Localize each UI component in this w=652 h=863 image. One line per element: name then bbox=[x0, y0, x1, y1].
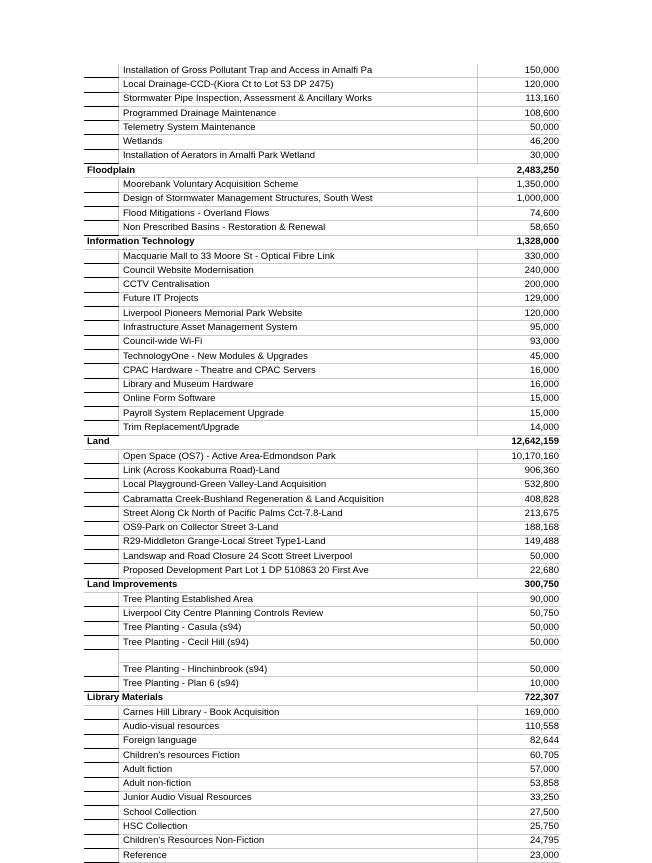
line-item-name: Local Playground-Green Valley-Land Acquisition bbox=[119, 478, 478, 492]
indent-cell bbox=[84, 364, 119, 378]
line-item-amount: 1,000,000 bbox=[478, 192, 562, 206]
indent-cell bbox=[84, 849, 119, 863]
line-item-name: Link (Across Kookaburra Road)-Land bbox=[119, 464, 478, 478]
line-item-amount: 22,680 bbox=[478, 564, 562, 578]
line-item-row bbox=[84, 592, 561, 606]
indent-cell bbox=[84, 820, 119, 834]
indent-cell bbox=[84, 791, 119, 805]
line-item-amount: 150,000 bbox=[478, 64, 562, 78]
indent-cell bbox=[84, 349, 119, 363]
line-item-amount: 33,250 bbox=[478, 791, 562, 805]
line-item-amount: 10,000 bbox=[478, 677, 562, 691]
line-item-row bbox=[84, 407, 561, 421]
line-item-name: Council-wide Wi-Fi bbox=[119, 335, 478, 349]
line-item-name: School Collection bbox=[119, 806, 478, 820]
line-item-amount: 149,488 bbox=[478, 535, 562, 549]
line-item-row bbox=[84, 421, 561, 435]
line-item-amount: 120,000 bbox=[478, 78, 562, 92]
line-item-amount: 200,000 bbox=[478, 278, 562, 292]
line-item-amount: 45,000 bbox=[478, 349, 562, 363]
line-item-row bbox=[84, 849, 561, 863]
indent-cell bbox=[84, 621, 119, 635]
line-item-name: CPAC Hardware - Theatre and CPAC Servers bbox=[119, 364, 478, 378]
indent-cell bbox=[84, 564, 119, 578]
line-item-row bbox=[84, 521, 561, 535]
indent-cell bbox=[84, 763, 119, 777]
indent-cell bbox=[84, 407, 119, 421]
budget-table-body bbox=[84, 64, 561, 863]
line-item-name: Audio-visual resources bbox=[119, 720, 478, 734]
indent-cell bbox=[84, 677, 119, 691]
spacer-row bbox=[84, 650, 561, 663]
line-item-row bbox=[84, 464, 561, 478]
line-item-amount: 408,828 bbox=[478, 492, 562, 506]
indent-cell bbox=[84, 521, 119, 535]
indent-cell bbox=[84, 92, 119, 106]
line-item-row bbox=[84, 677, 561, 691]
line-item-row bbox=[84, 706, 561, 720]
line-item-name: Foreign language bbox=[119, 734, 478, 748]
indent-cell bbox=[84, 249, 119, 263]
line-item-row bbox=[84, 748, 561, 762]
line-item-amount: 1,350,000 bbox=[478, 178, 562, 192]
line-item-amount bbox=[478, 650, 562, 663]
line-item-row bbox=[84, 507, 561, 521]
line-item-amount: 129,000 bbox=[478, 292, 562, 306]
line-item-amount: 50,000 bbox=[478, 663, 562, 677]
line-item-name: Macquarie Mall to 33 Moore St - Optical Fibre Link bbox=[119, 249, 478, 263]
line-item-amount: 30,000 bbox=[478, 149, 562, 163]
line-item-row bbox=[84, 307, 561, 321]
line-item-name: Online Form Software bbox=[119, 392, 478, 406]
line-item-row bbox=[84, 392, 561, 406]
line-item-amount: 93,000 bbox=[478, 335, 562, 349]
line-item-name: Liverpool City Centre Planning Controls Review bbox=[119, 607, 478, 621]
line-item-amount: 60,705 bbox=[478, 748, 562, 762]
line-item-row bbox=[84, 607, 561, 621]
indent-cell bbox=[84, 106, 119, 120]
line-item-row bbox=[84, 92, 561, 106]
indent-cell bbox=[84, 607, 119, 621]
line-item-row bbox=[84, 820, 561, 834]
line-item-amount: 188,168 bbox=[478, 521, 562, 535]
indent-cell bbox=[84, 392, 119, 406]
indent-cell bbox=[84, 720, 119, 734]
indent-cell bbox=[84, 78, 119, 92]
category-total: 12,642,159 bbox=[478, 435, 562, 449]
category-row bbox=[84, 164, 561, 178]
indent-cell bbox=[84, 307, 119, 321]
line-item-amount: 74,600 bbox=[478, 206, 562, 220]
line-item-row bbox=[84, 806, 561, 820]
line-item-amount: 23,000 bbox=[478, 849, 562, 863]
line-item-amount: 16,000 bbox=[478, 378, 562, 392]
line-item-amount: 15,000 bbox=[478, 407, 562, 421]
line-item-row bbox=[84, 777, 561, 791]
line-item-row bbox=[84, 734, 561, 748]
indent-cell bbox=[84, 278, 119, 292]
indent-cell bbox=[84, 378, 119, 392]
indent-cell bbox=[84, 178, 119, 192]
line-item-name: Tree Planting - Cecil Hill (s94) bbox=[119, 635, 478, 649]
line-item-row bbox=[84, 535, 561, 549]
line-item-amount: 169,000 bbox=[478, 706, 562, 720]
indent-cell bbox=[84, 264, 119, 278]
indent-cell bbox=[84, 663, 119, 677]
line-item-name: Junior Audio Visual Resources bbox=[119, 791, 478, 805]
line-item-amount: 906,360 bbox=[478, 464, 562, 478]
line-item-name: Non Prescribed Basins - Restoration & Renewal bbox=[119, 221, 478, 235]
line-item-name: Library and Museum Hardware bbox=[119, 378, 478, 392]
indent-cell bbox=[84, 777, 119, 791]
line-item-amount: 330,000 bbox=[478, 249, 562, 263]
line-item-amount: 50,000 bbox=[478, 621, 562, 635]
indent-cell bbox=[84, 806, 119, 820]
line-item-name: Tree Planting Established Area bbox=[119, 592, 478, 606]
indent-cell bbox=[84, 650, 119, 663]
line-item-amount: 58,650 bbox=[478, 221, 562, 235]
line-item-name: Tree Planting - Casula (s94) bbox=[119, 621, 478, 635]
line-item-row bbox=[84, 564, 561, 578]
line-item-name: R29-Middleton Grange-Local Street Type1-Land bbox=[119, 535, 478, 549]
category-total: 1,328,000 bbox=[478, 235, 562, 249]
line-item-row bbox=[84, 492, 561, 506]
line-item-name: Design of Stormwater Management Structures, South West bbox=[119, 192, 478, 206]
line-item-name: Installation of Gross Pollutant Trap and Access in Amalfi Pa bbox=[119, 64, 478, 78]
line-item-name: Wetlands bbox=[119, 135, 478, 149]
indent-cell bbox=[84, 192, 119, 206]
line-item-name: Tree Planting - Hinchinbrook (s94) bbox=[119, 663, 478, 677]
indent-cell bbox=[84, 635, 119, 649]
line-item-name: Children's resources Fiction bbox=[119, 748, 478, 762]
indent-cell bbox=[84, 748, 119, 762]
line-item-row bbox=[84, 135, 561, 149]
budget-table bbox=[84, 64, 561, 863]
line-item-name: Installation of Aerators in Amalfi Park Wetland bbox=[119, 149, 478, 163]
line-item-row bbox=[84, 64, 561, 78]
indent-cell bbox=[84, 507, 119, 521]
line-item-amount: 90,000 bbox=[478, 592, 562, 606]
indent-cell bbox=[84, 734, 119, 748]
line-item-amount: 16,000 bbox=[478, 364, 562, 378]
category-total: 2,483,250 bbox=[478, 164, 562, 178]
line-item-name: Liverpool Pioneers Memorial Park Website bbox=[119, 307, 478, 321]
line-item-row bbox=[84, 635, 561, 649]
indent-cell bbox=[84, 550, 119, 564]
line-item-name: Telemetry System Maintenance bbox=[119, 121, 478, 135]
line-item-name: Programmed Drainage Maintenance bbox=[119, 106, 478, 120]
line-item-row bbox=[84, 478, 561, 492]
line-item-amount: 82,644 bbox=[478, 734, 562, 748]
line-item-name: Reference bbox=[119, 849, 478, 863]
line-item-row bbox=[84, 321, 561, 335]
indent-cell bbox=[84, 706, 119, 720]
category-name: Information Technology bbox=[84, 235, 478, 249]
line-item-amount: 10,170,160 bbox=[478, 450, 562, 464]
line-item-row bbox=[84, 720, 561, 734]
line-item-name: Cabramatta Creek-Bushland Regeneration & Land Acquisition bbox=[119, 492, 478, 506]
indent-cell bbox=[84, 121, 119, 135]
category-name: Library Materials bbox=[84, 691, 478, 705]
indent-cell bbox=[84, 292, 119, 306]
line-item-amount: 14,000 bbox=[478, 421, 562, 435]
line-item-name bbox=[119, 650, 478, 663]
line-item-row bbox=[84, 206, 561, 220]
line-item-amount: 108,600 bbox=[478, 106, 562, 120]
line-item-row bbox=[84, 450, 561, 464]
line-item-name: Local Drainage-CCD-(Kiora Ct to Lot 53 DP 2475) bbox=[119, 78, 478, 92]
line-item-amount: 57,000 bbox=[478, 763, 562, 777]
line-item-row bbox=[84, 791, 561, 805]
line-item-name: Children's Resources Non-Fiction bbox=[119, 834, 478, 848]
line-item-name: Stormwater Pipe Inspection, Assessment & Ancillary Works bbox=[119, 92, 478, 106]
line-item-name: Moorebank Voluntary Acquisition Scheme bbox=[119, 178, 478, 192]
line-item-row bbox=[84, 178, 561, 192]
indent-cell bbox=[84, 335, 119, 349]
line-item-name: Landswap and Road Closure 24 Scott Street Liverpool bbox=[119, 550, 478, 564]
line-item-row bbox=[84, 121, 561, 135]
line-item-name: Open Space (OS7) - Active Area-Edmondson Park bbox=[119, 450, 478, 464]
line-item-amount: 50,000 bbox=[478, 121, 562, 135]
line-item-name: Street Along Ck North of Pacific Palms Cct-7.8-Land bbox=[119, 507, 478, 521]
line-item-row bbox=[84, 378, 561, 392]
line-item-name: Infrastructure Asset Management System bbox=[119, 321, 478, 335]
line-item-amount: 213,675 bbox=[478, 507, 562, 521]
line-item-row bbox=[84, 192, 561, 206]
line-item-amount: 50,000 bbox=[478, 635, 562, 649]
line-item-amount: 113,160 bbox=[478, 92, 562, 106]
line-item-row bbox=[84, 106, 561, 120]
indent-cell bbox=[84, 321, 119, 335]
line-item-amount: 532,800 bbox=[478, 478, 562, 492]
line-item-row bbox=[84, 221, 561, 235]
line-item-name: Flood Mitigations - Overland Flows bbox=[119, 206, 478, 220]
line-item-row bbox=[84, 292, 561, 306]
line-item-row bbox=[84, 663, 561, 677]
line-item-row bbox=[84, 264, 561, 278]
line-item-name: HSC Collection bbox=[119, 820, 478, 834]
line-item-amount: 53,858 bbox=[478, 777, 562, 791]
indent-cell bbox=[84, 592, 119, 606]
line-item-name: OS9-Park on Collector Street 3-Land bbox=[119, 521, 478, 535]
line-item-amount: 15,000 bbox=[478, 392, 562, 406]
category-row bbox=[84, 691, 561, 705]
indent-cell bbox=[84, 464, 119, 478]
category-row bbox=[84, 235, 561, 249]
line-item-amount: 24,795 bbox=[478, 834, 562, 848]
line-item-row bbox=[84, 763, 561, 777]
indent-cell bbox=[84, 478, 119, 492]
category-row bbox=[84, 578, 561, 592]
indent-cell bbox=[84, 149, 119, 163]
indent-cell bbox=[84, 206, 119, 220]
indent-cell bbox=[84, 135, 119, 149]
line-item-row bbox=[84, 349, 561, 363]
indent-cell bbox=[84, 421, 119, 435]
line-item-name: TechnologyOne - New Modules & Upgrades bbox=[119, 349, 478, 363]
indent-cell bbox=[84, 834, 119, 848]
line-item-row bbox=[84, 249, 561, 263]
category-name: Land bbox=[84, 435, 478, 449]
line-item-name: Council Website Modernisation bbox=[119, 264, 478, 278]
line-item-row bbox=[84, 621, 561, 635]
line-item-amount: 240,000 bbox=[478, 264, 562, 278]
line-item-name: Proposed Development Part Lot 1 DP 510863 20 First Ave bbox=[119, 564, 478, 578]
line-item-row bbox=[84, 550, 561, 564]
line-item-amount: 50,750 bbox=[478, 607, 562, 621]
line-item-name: Future IT Projects bbox=[119, 292, 478, 306]
line-item-amount: 95,000 bbox=[478, 321, 562, 335]
line-item-name: Tree Planting - Plan 6 (s94) bbox=[119, 677, 478, 691]
line-item-amount: 27,500 bbox=[478, 806, 562, 820]
line-item-amount: 25,750 bbox=[478, 820, 562, 834]
line-item-row bbox=[84, 834, 561, 848]
indent-cell bbox=[84, 535, 119, 549]
line-item-name: Adult fiction bbox=[119, 763, 478, 777]
line-item-row bbox=[84, 149, 561, 163]
line-item-row bbox=[84, 278, 561, 292]
line-item-row bbox=[84, 364, 561, 378]
category-total: 300,750 bbox=[478, 578, 562, 592]
line-item-amount: 46,200 bbox=[478, 135, 562, 149]
category-row bbox=[84, 435, 561, 449]
line-item-row bbox=[84, 335, 561, 349]
line-item-amount: 120,000 bbox=[478, 307, 562, 321]
indent-cell bbox=[84, 450, 119, 464]
indent-cell bbox=[84, 221, 119, 235]
line-item-amount: 110,558 bbox=[478, 720, 562, 734]
indent-cell bbox=[84, 64, 119, 78]
line-item-name: Trim Replacement/Upgrade bbox=[119, 421, 478, 435]
line-item-amount: 50,000 bbox=[478, 550, 562, 564]
line-item-name: Adult non-fiction bbox=[119, 777, 478, 791]
category-total: 722,307 bbox=[478, 691, 562, 705]
category-name: Floodplain bbox=[84, 164, 478, 178]
line-item-name: CCTV Centralisation bbox=[119, 278, 478, 292]
line-item-name: Payroll System Replacement Upgrade bbox=[119, 407, 478, 421]
line-item-name: Carnes Hill Library - Book Acquisition bbox=[119, 706, 478, 720]
line-item-row bbox=[84, 78, 561, 92]
category-name: Land Improvements bbox=[84, 578, 478, 592]
indent-cell bbox=[84, 492, 119, 506]
